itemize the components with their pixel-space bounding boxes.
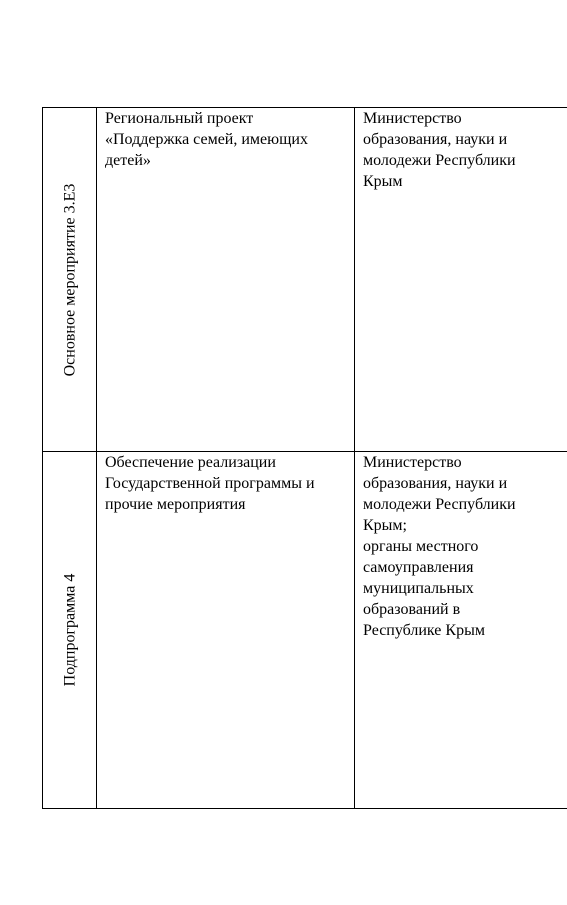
event-name: Региональный проект «Поддержка семей, имеющих детей» [105,110,308,169]
row-label: Подпрограмма 4 [61,573,78,687]
executor-cell [355,452,567,809]
table-row [43,108,567,452]
row-label-cell [43,108,97,452]
table-row [43,452,567,809]
executor-text: Министерство образования, науки и молодежи Республики Крым; органы местного самоуправления муниципальных образований в Республике Крым [363,454,516,639]
name-cell [97,452,355,809]
executor-text: Министерство образования, науки и молодежи Республики Крым [363,110,516,190]
program-table [42,107,567,809]
row-label-cell [43,452,97,809]
name-cell [97,108,355,452]
event-name: Обеспечение реализации Государственной программы и прочие мероприятия [105,454,315,513]
row-label: Основное мероприятие 3.Е3 [61,183,78,376]
executor-cell [355,108,567,452]
